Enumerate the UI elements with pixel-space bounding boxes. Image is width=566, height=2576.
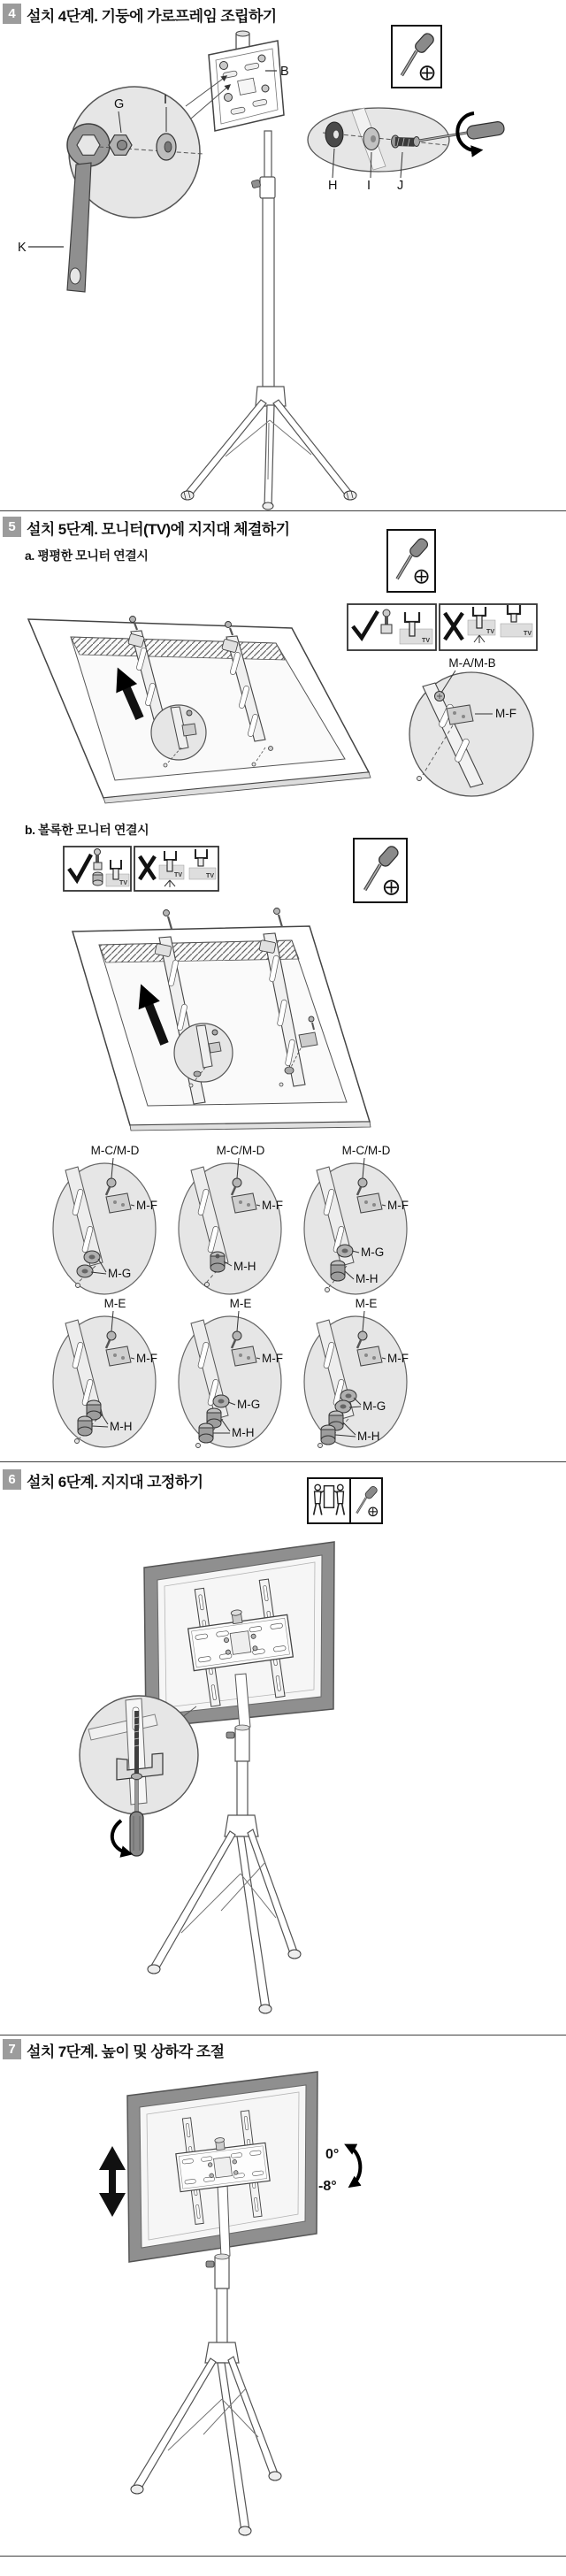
- step7-illustration: [0, 2035, 566, 2576]
- step5-illustration: [0, 510, 566, 1461]
- step6-title: 설치 6단계. 지지대 고정하기: [27, 1474, 203, 1491]
- part-label-mf: M-F: [495, 707, 516, 720]
- part-label-screw: J: [397, 179, 404, 193]
- tv-label: TV: [206, 873, 214, 879]
- step6-illustration: [0, 1461, 566, 2035]
- step4-number-badge: 4: [3, 4, 21, 24]
- inset-bottom-label: M-G: [237, 1398, 261, 1411]
- clamp-detail-inset: [80, 1696, 198, 1856]
- bottom-divider: [0, 2556, 566, 2557]
- part-label-washer2: I: [367, 179, 371, 193]
- spacer-inset-r2c3: [304, 1297, 409, 1448]
- washer2-part: [363, 128, 379, 150]
- step7-title: 설치 7단계. 높이 및 상하각 조절: [27, 2043, 225, 2060]
- step4-detail-inset-ellipse: [308, 108, 449, 193]
- inset-bottom-label2: M-H: [357, 1430, 380, 1443]
- correct-mount-box-b: [64, 847, 131, 891]
- tilt-angle-bottom-label: -8°: [318, 2179, 337, 2194]
- inset-top-label: M-E: [103, 1297, 126, 1310]
- inset-side-label: M-F: [387, 1199, 409, 1212]
- tv-back-convex: [73, 908, 371, 1131]
- inset-side-label: M-F: [136, 1199, 157, 1212]
- spacer-inset-r2c2: [179, 1297, 283, 1448]
- step7-number-badge: 7: [3, 2039, 21, 2059]
- tv-label: TV: [422, 638, 430, 644]
- tv-label: TV: [486, 629, 494, 635]
- spacer-inset-r2c1: [53, 1297, 157, 1447]
- part-label-nut: G: [114, 97, 125, 111]
- step6-number-badge: 6: [3, 1469, 21, 1490]
- part-label-washer: I: [164, 93, 168, 107]
- nut-part: [109, 135, 132, 156]
- part-label-ma-mb: M-A/M-B: [448, 656, 496, 670]
- step5-title: 설치 5단계. 모니터(TV)에 지지대 체결하기: [27, 521, 290, 538]
- inset-top-label: M-E: [229, 1297, 252, 1310]
- step4-detail-inset-circle: [67, 76, 230, 292]
- wrong-mount-box: [440, 604, 537, 650]
- height-adjust-arrow-icon: [99, 2146, 126, 2217]
- tv-label: TV: [119, 880, 127, 886]
- tilt-range-indicator: [318, 2146, 360, 2194]
- correct-mount-box: [348, 604, 436, 650]
- part-label-frame: B: [280, 65, 289, 79]
- step5-subtitle-b: b. 볼록한 모니터 연결시: [25, 823, 149, 837]
- step4-title: 설치 4단계. 기둥에 가로프레임 조립하기: [27, 8, 277, 25]
- horizontal-frame: [209, 41, 289, 131]
- rotate-arrow-icon: [112, 1821, 128, 1853]
- inset-top-label: M-C/M-D: [341, 1144, 391, 1157]
- washer-part: [157, 134, 176, 160]
- inset-top-label: M-E: [355, 1297, 378, 1310]
- inset-top-label: M-C/M-D: [216, 1144, 265, 1157]
- tilt-arc-arrow-icon: [348, 2146, 360, 2185]
- inset-bottom-label: M-G: [363, 1399, 386, 1413]
- tv-back-flat: [28, 617, 371, 804]
- tv-label: TV: [524, 631, 532, 637]
- inset-bottom-label: M-H: [110, 1420, 133, 1433]
- inset-bottom-label: M-G: [108, 1267, 132, 1280]
- tv-label: TV: [174, 872, 182, 878]
- inset-side-label: M-F: [262, 1352, 283, 1365]
- inset-bottom-label: M-H: [233, 1260, 256, 1273]
- inset-top-label: M-C/M-D: [90, 1144, 140, 1157]
- inset-side-label: M-F: [136, 1352, 157, 1365]
- spacer-part: [325, 122, 343, 147]
- wrong-mount-box-b: [134, 847, 218, 891]
- tv-on-stand: [127, 2072, 317, 2535]
- spacer-inset-r1c3: [304, 1144, 409, 1294]
- inset-side-label: M-F: [262, 1199, 283, 1212]
- spacer-inset-r1c2: [179, 1144, 283, 1294]
- spacer-inset-r1c1: [53, 1144, 157, 1294]
- step4-illustration: [0, 0, 566, 510]
- step5a-detail-inset: [409, 656, 533, 796]
- inset-bottom-label2: M-H: [356, 1272, 379, 1285]
- step5-number-badge: 5: [3, 517, 21, 537]
- part-label-spacer: H: [328, 179, 338, 193]
- inset-bottom-label: M-G: [361, 1246, 385, 1259]
- part-label-wrench: K: [18, 241, 27, 255]
- inset-bottom-label2: M-H: [232, 1426, 255, 1439]
- step5-subtitle-a: a. 평평한 모니터 연결시: [25, 548, 149, 563]
- inset-side-label: M-F: [387, 1352, 409, 1365]
- tilt-angle-top-label: 0°: [325, 2147, 340, 2162]
